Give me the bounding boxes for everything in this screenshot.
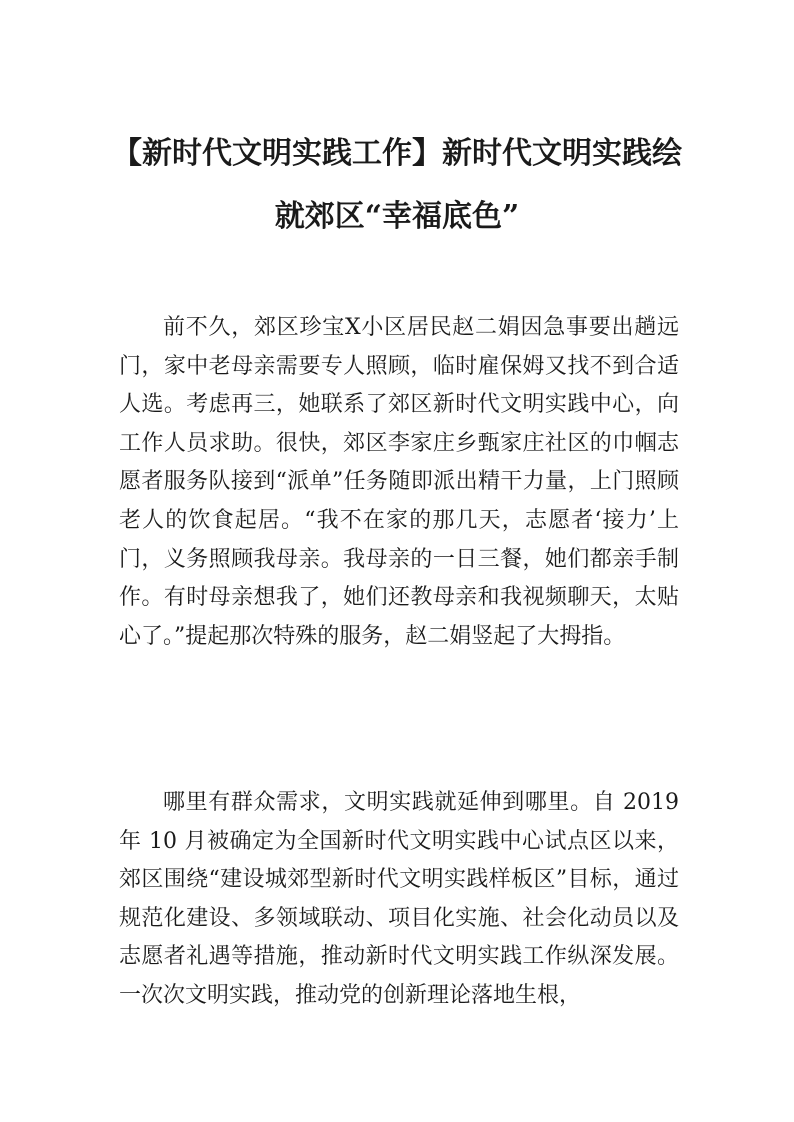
document-title-line-1: 【新时代文明实践工作】新时代文明实践绘 <box>112 136 682 171</box>
body-paragraph-2: 哪里有群众需求，文明实践就延伸到哪里。自 2019 年 10 月被确定为全国新时代文明实践中心试点区以来，郊区围绕“建设城郊型新时代文明实践样板区”目标，通过规范化建设、多领域联动、项目化实施、社会化动员以及志愿者礼遇等措施，推动新时代文明实践工作纵深发展。一次次文明实践，推动党的创新理论落地生根， <box>119 790 679 1008</box>
body-paragraph-1: 前不久，郊区珍宝X小区居民赵二娟因急事要出趟远门，家中老母亲需要专人照顾，临时雇保姆又找不到合适人选。考虑再三，她联系了郊区新时代文明实践中心，向工作人员求助。很快，郊区李家庄乡甄家庄社区的巾帼志愿者服务队接到“派单”任务随即派出精干力量，上门照顾老人的饮食起居。“我不在家的那几天，志愿者‘接力’上门，义务照顾我母亲。我母亲的一日三餐，她们都亲手制作。有时母亲想我了，她们还教母亲和我视频聊天，太贴心了。”提起那次特殊的服务，赵二娟竖起了大拇指。 <box>119 315 679 649</box>
document-title-line-2: 就郊区“幸福底色” <box>274 199 520 234</box>
